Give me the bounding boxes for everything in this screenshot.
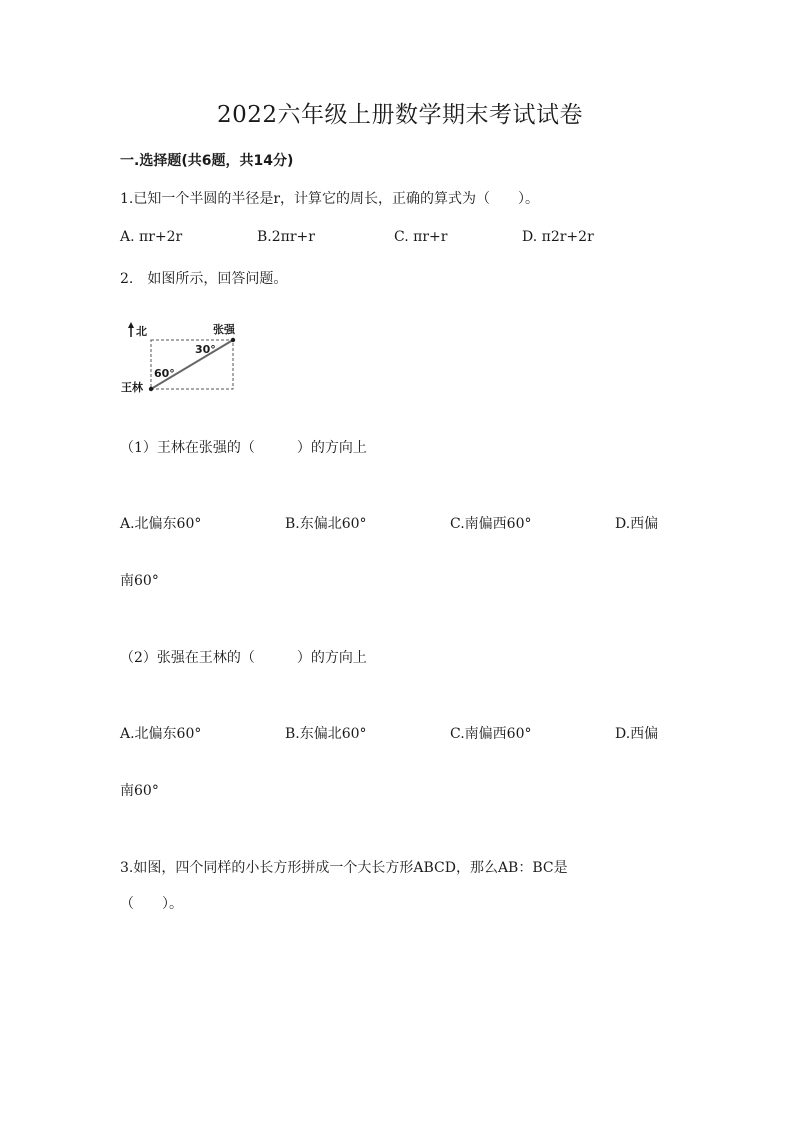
sub-1-option-d: D.西偏 <box>615 516 659 532</box>
north-arrow-icon <box>128 322 134 328</box>
question-1-text: 1.已知一个半圆的半径是r，计算它的周长，正确的算式为（ ）。 <box>120 191 540 207</box>
question-2-text: 2. 如图所示，回答问题。 <box>120 271 288 287</box>
sub-1-option-a: A.北偏东60° <box>120 516 202 532</box>
figure-label-bottom-left: 王林 <box>121 381 143 394</box>
question-1-option-c: C. πr+r <box>394 229 448 245</box>
figure-label-top-right: 张强 <box>213 323 235 336</box>
page-title: 2022六年级上册数学期末考试试卷 <box>216 102 584 128</box>
question-3-text-line-2: （ ）。 <box>120 896 183 912</box>
question-1-option-d: D. π2r+2r <box>522 229 594 245</box>
sub-2-option-b: B.东偏北60° <box>285 726 367 742</box>
sub-2-option-d-wrap: 南60° <box>120 783 159 799</box>
point-wanglin <box>149 387 153 391</box>
question-3-text: 3.如图，四个同样的小长方形拼成一个大长方形ABCD，那么AB：BC是 <box>120 860 568 876</box>
diagonal-path <box>151 340 233 389</box>
figure-angle-bottom: 60° <box>154 367 175 380</box>
section-heading: 一.选择题(共6题，共14分) <box>120 153 294 169</box>
sub-1-option-d-wrap: 南60° <box>120 573 159 589</box>
figure-angle-top: 30° <box>195 343 216 356</box>
sub-2-option-a: A.北偏东60° <box>120 726 202 742</box>
sub-1-option-c: C.南偏西60° <box>450 516 532 532</box>
question-1-option-a: A. πr+2r <box>120 229 183 245</box>
question-2-sub-2-text: （2）张强在王林的（ ）的方向上 <box>120 650 367 666</box>
sub-2-option-c: C.南偏西60° <box>450 726 532 742</box>
question-1-option-b: B.2πr+r <box>257 229 315 245</box>
sub-2-option-d: D.西偏 <box>615 726 659 742</box>
direction-figure <box>120 318 250 398</box>
sub-1-option-b: B.东偏北60° <box>285 516 367 532</box>
question-2-sub-1-text: （1）王林在张强的（ ）的方向上 <box>120 440 367 456</box>
point-zhangqiang <box>231 338 235 342</box>
figure-label-north: 北 <box>136 325 147 338</box>
